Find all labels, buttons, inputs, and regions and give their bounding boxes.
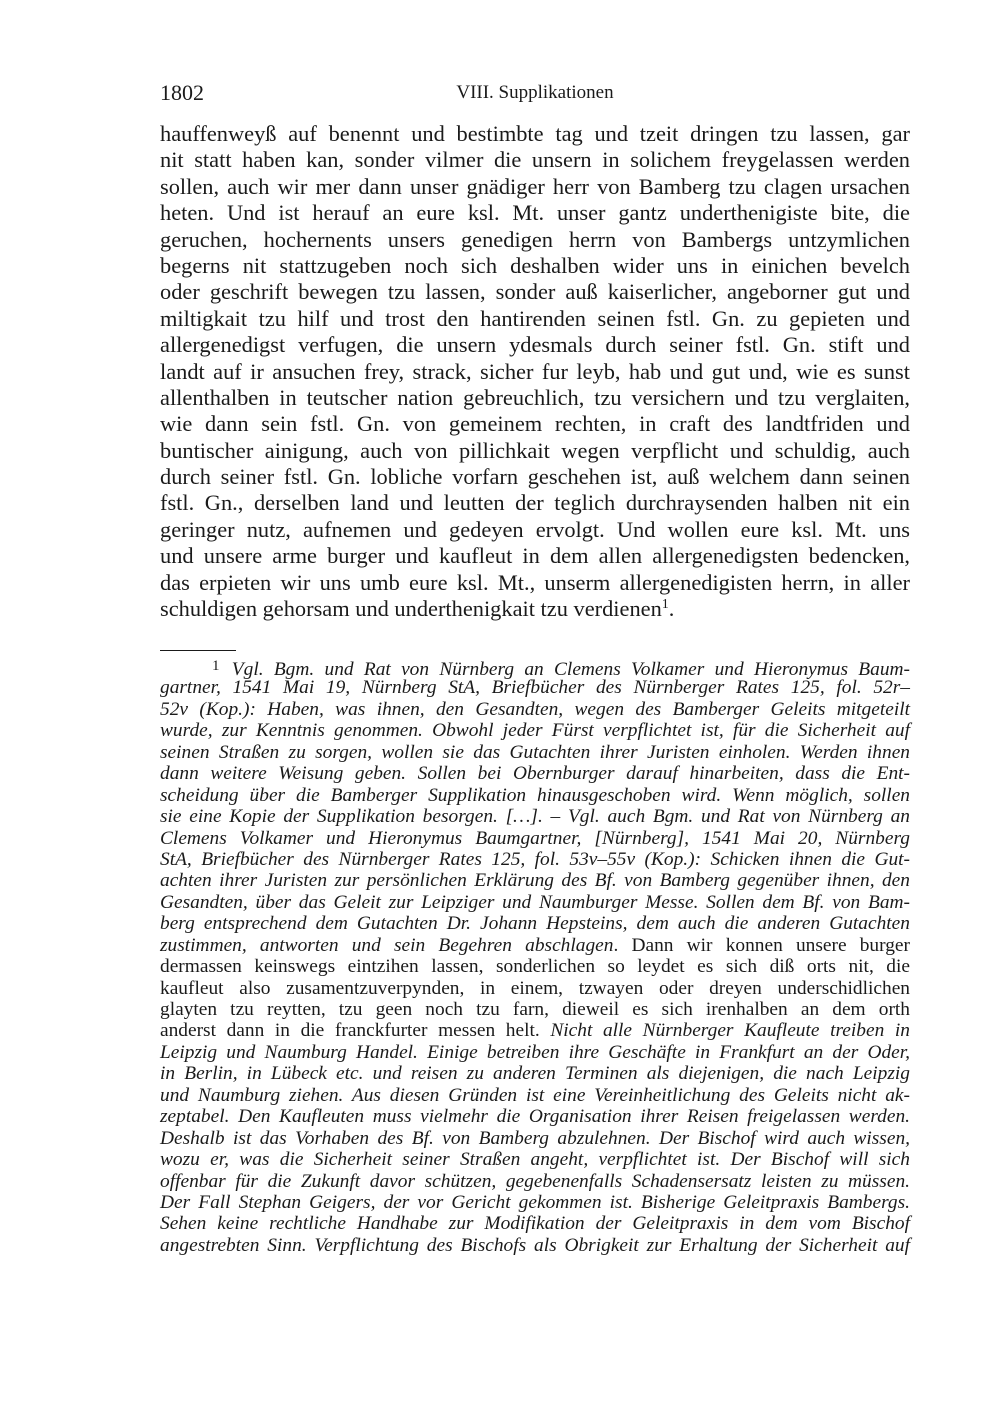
footnote-line: wozu er, was die Sicherheit seiner Straßen angeht, verpflichtet ist. Der Bischof will sich <box>160 1149 910 1171</box>
footnote-line: und Naumburg ziehen. Aus diesen Gründen ist eine Vereinheitlichung des Geleits nicht ak- <box>160 1084 910 1106</box>
footnote-line: Leipzig und Naumburg Handel. Einige betreiben ihre Geschäfte in Frankfurt an der Oder, <box>160 1041 910 1063</box>
main-text-line: oder geschrift bewegen tzu lassen, sonder auß kaiserlicher, angeborner gut und <box>160 279 910 305</box>
footnote-line: Gesandten, über das Geleit zur Leipziger und Naumburger Messe. Sollen dem Bf. von Bam- <box>160 891 910 913</box>
page-number: 1802 <box>160 80 204 105</box>
main-text-line: hauffenweyß auf benennt und bestimbte tag und tzeit dringen tzu lassen, gar <box>160 121 910 146</box>
footnote-line: kaufleut also zusamentzuverpynden, in einem, tzwayen oder dreyen underschidlichen <box>160 977 910 999</box>
main-text-line: durch seiner fstl. Gn. lobliche vorfarn geschehen ist, auß welchem dann seinen <box>160 464 910 490</box>
footnote-line: gartner, 1541 Mai 19, Nürnberg StA, Briefbücher des Nürnberger Rates 125, fol. 52r– <box>160 677 910 699</box>
footnote-line: achten ihrer Juristen zur persönlichen Erklärung des Bf. von Bamberg gegenüber ihnen, den <box>160 870 910 892</box>
footnote-line: Sehen keine rechtliche Handhabe zur Modifikation der Geleitpraxis in dem vom Bischof <box>160 1213 910 1235</box>
running-head: VIII. Supplikationen <box>456 82 614 103</box>
main-text <box>160 121 910 622</box>
footnote-line: wurde, zur Kenntnis genommen. Obwohl jeder Fürst verpflichtet ist, für die Sicherheit auf <box>160 720 910 742</box>
footnote-separator <box>160 650 236 651</box>
footnote-line: 52v (Kop.): Haben, was ihnen, den Gesandten, wegen des Bamberger Geleits mitgeteilt <box>160 698 910 720</box>
main-text-line: und unsere arme burger und kaufleut in dem allen allergenedigsten bedencken, <box>160 543 910 569</box>
main-text-line: nit statt haben kan, sonder vilmer die unsern in solichem freygelassen werden <box>160 147 910 173</box>
main-text-line: geruchen, hochernents unsers genedigen herrn von Bambergs untzymlichen <box>160 226 910 252</box>
main-text-line: allenthalben in teutscher nation gebreuchlich, tzu versichern und tzu verglaiten, <box>160 384 910 410</box>
footnote-reference[interactable]: 1 <box>661 597 669 613</box>
page-header <box>160 80 910 110</box>
footnote-line: dann weitere Weisung geben. Sollen bei Obernburger darauf hinarbeiten, dass die Ent- <box>160 763 910 785</box>
footnote-line: zeptabel. Den Kaufleuten muss vielmehr die Organisation ihrer Reisen freigelassen werden. <box>160 1106 910 1128</box>
footnote-marker: 1 <box>212 658 220 674</box>
main-text-line: das erpieten wir uns umb eure ksl. Mt., unserm allergenedigisten herrn, in aller <box>160 569 910 595</box>
footnote-line: glayten tzu reytten, tzu geen noch tzu farn, dieweil es sich irenhalben an dem orth <box>160 999 910 1020</box>
footnote-line: in Berlin, in Lübeck etc. und reisen zu anderen Terminen als diejenigen, die nach Leipzig <box>160 1063 910 1085</box>
main-text-line: sollen, auch wir mer dann unser gnädiger herr von Bamberg tzu clagen ursachen <box>160 173 910 199</box>
footnote-line: scheidung über die Bamberger Supplikation hinausgeschoben wird. Wenn möglich, sollen <box>160 784 910 806</box>
main-text-line: fstl. Gn., derselben land und leutten der teglich durchraysenden halben nit ein <box>160 490 910 516</box>
main-text-line: begerns nit stattzugeben noch sich deshalben wider uns in einichen bevelch <box>160 252 910 278</box>
main-text-line: landt auf ir ansuchen frey, strack, sicher fur leyb, hab und gut und, wie es sunst <box>160 358 910 384</box>
footnote-line: $^1$ Vgl. Bgm. und Rat von Nürnberg an Clemens Volkamer und Hieronymus Baum- <box>212 658 910 680</box>
footnote-line: angestrebten Sinn. Verpflichtung des Bischofs als Obrigkeit zur Erhaltung der Sicherheit auf <box>160 1234 910 1256</box>
footnote-line: anderst dann in die franckfurter messen helt. Nicht alle Nürnberger Kaufleute treiben in <box>160 1020 910 1042</box>
main-text-line: heten. Und ist herauf an eure ksl. Mt. unser gantz underthenigiste bite, die <box>160 200 910 226</box>
footnote <box>160 656 910 1256</box>
main-text-line: schuldigen gehorsam und underthenigkait tzu verdienen$^1$. <box>160 596 675 622</box>
footnote-line: Deshalb ist das Vorhaben des Bf. von Bamberg abzulehnen. Der Bischof wird auch wissen, <box>160 1127 910 1149</box>
footnote-line: sie eine Kopie der Supplikation besorgen. […]. – Vgl. auch Bgm. und Rat von Nürnberg an <box>160 806 910 828</box>
main-text-line: allergenedigst verfugen, die unsern ydesmals durch seiner fstl. Gn. stift und <box>160 332 910 358</box>
main-text-line: geringer nutz, aufnemen und gedeyen ervolgt. Und wollen eure ksl. Mt. uns <box>160 516 910 542</box>
footnote-line: berg entsprechend dem Gutachten Dr. Johann Hepsteins, dem auch die anderen Gutachten <box>160 913 910 935</box>
footnote-line: offenbar für die Zukunft davor schützen, gegebenenfalls Schadensersatz leisten zu müssen. <box>160 1170 910 1192</box>
main-text-line: wie dann sein fstl. Gn. von gemeinem rechten, in craft des landtfriden und <box>160 411 910 437</box>
main-text-line: miltigkait tzu hilf und trost den hantirenden seinen fstl. Gn. zu gepieten und <box>160 305 910 331</box>
footnote-line: StA, Briefbücher des Nürnberger Rates 125, fol. 53v–55v (Kop.): Schicken ihnen die Gut- <box>160 848 910 870</box>
footnote-line: Clemens Volkamer und Hieronymus Baumgartner, [Nürnberg], 1541 Mai 20, Nürnberg <box>160 827 910 849</box>
footnote-line: zustimmen, antworten und sein Begehren abschlagen. Dann wir konnen unsere burger <box>160 934 910 956</box>
footnote-line: Der Fall Stephan Geigers, der vor Gericht gekommen ist. Bisherige Geleitpraxis Bambergs. <box>160 1191 910 1213</box>
footnote-line: seinen Straßen zu sorgen, wollen sie das Gutachten ihrer Juristen einholen. Werden ihnen <box>160 741 910 763</box>
footnote-line: dermassen keinswegs eintzihen lassen, sonderlichen so leydet es sich diß orts nit, die <box>160 956 910 978</box>
main-text-line: buntischer ainigung, auch von pillichkait wegen verpflicht und schuldig, auch <box>160 437 910 463</box>
